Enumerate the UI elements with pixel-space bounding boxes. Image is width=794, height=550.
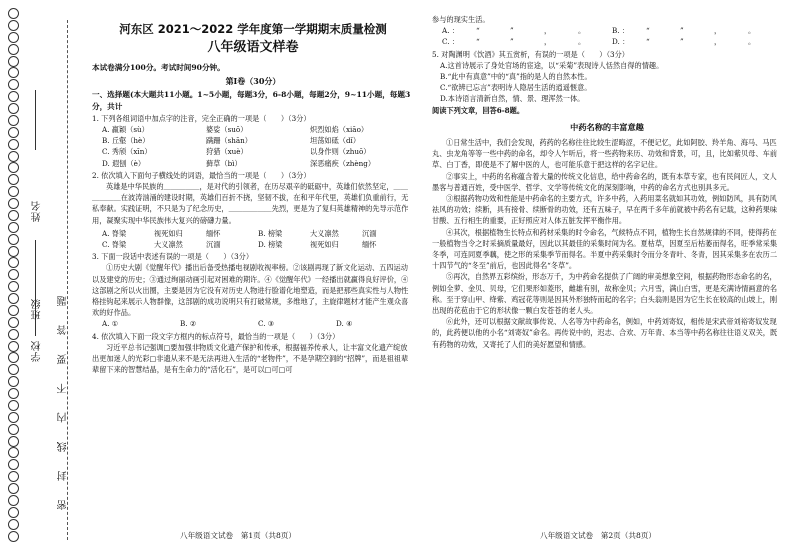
part-title: 第Ⅰ卷（30分） xyxy=(225,76,281,87)
page-2-column xyxy=(432,14,782,350)
question-1-option-a: A. 羸颖（sù） 婆娑（suō） 炽烈如焰（xiāo） xyxy=(102,125,369,135)
name-label: 姓名 xyxy=(32,200,43,222)
question-5-option-b: B.“此中有真意”中的“真”指的是人的自然本性。 xyxy=(440,72,592,82)
question-4-stem: 4. 依次填入下面一段文字方框内的标点符号，最恰当的一项是（ ）（3分） xyxy=(92,331,340,341)
class-label: 班级 xyxy=(32,298,43,320)
question-2-stem: 2. 依次填入下面句子横线处的词语，最恰当的一项是（ ）（3分） xyxy=(92,170,311,180)
question-2-passage: 英雄是中华民族的＿＿＿＿＿，是对代的引领者，在历尽艰辛的砥砺中，英雄们依然坚定，＿＿＿＿＿＿在波涛汹涌的建设时期，英雄们百折不挠，坚韧不拔，在和平年代里，英雄们负重前行，无私奉献。实践证明，不只是为了纪念历史，＿＿＿＿＿＿先烈，更是为了复归英雄精神的先导示范作用，凝聚实现中华民族伟大复兴的磅礴力量。 xyxy=(92,182,409,225)
exam-note: 本试卷满分100分。考试时间90分钟。 xyxy=(92,63,225,72)
binding-margin xyxy=(0,0,88,550)
question-3-stem: 3. 下面一段话中表述有误的一项是（ ）（3分） xyxy=(92,252,254,262)
reading-header: 阅读下列文章，回答6-8题。 xyxy=(432,105,525,115)
question-2-option-c: C. 脊梁 大义凛然 沉湎 D. 榜梁 视死如归 缅怀 xyxy=(102,240,377,250)
section-title: 一、选择题(本大题共11小题。1~5小题，每题3分，6-8小题，每题2分，9~11小题，每题3分，共计 xyxy=(92,90,411,111)
paper-title: 八年级语文样卷 xyxy=(207,40,299,55)
article-paragraph-4: ④其次，根据植物生长特点和药材采集的时令命名，气候特点不同，植物生长自然规律的不同，使得药在一般植物当令之时采摘质量最好，因此以其最佳的采集时间为名。夏枯草，因夏至后枯萎而得名，旺季常采集冬季，可连同夏季藕，使之形的采集季节而得名。半夏中药采集时令而分冬青叶、冬青，因其采集多在农历二十四节气的“冬至”前后，也因此得名“冬草”。 xyxy=(432,227,778,271)
article-paragraph-5: ⑤再次，自然界五彩缤纷，形态万千，为中药命名提供了广阔的审美想象空间，根据药物形态命名的名，例如全萝、金贝、贝母，它们果形如菱形，雌雄有别，故称金贝；六月雪，满山白雪，更是充满诗情画意的名称。至于穿山甲、绛紫、鸡冠花等则是因其外形独特而起的名字；白头翁则是因为它生长在较高的山坡上，刚出现的花苞由于它的形状像一颗白发苍苍的老人头。 xyxy=(432,272,778,316)
question-5-stem: 5. 对陶渊明《饮酒》其五赏析，有误的一项是（ ）（3分） xyxy=(432,49,629,59)
carry-over-text: 参与的现实生活。 xyxy=(432,15,490,24)
question-1-option-c: C. 秀颀（xīn） 狩猎（xuè） 以身作则（zhuō） xyxy=(102,147,371,157)
question-2-option-a: A. 脊梁 视死如归 缅怀 B. 榜梁 大义凛然 沉湎 xyxy=(102,228,377,238)
exam-title: 河东区 2021～2022 学年度第一学期期末质量检测 xyxy=(119,22,387,36)
question-3-passage: ①历史大剧《觉醒年代》播出后备受热播电视剧收视率榜。②该剧再现了新文化运动、五四运动以及建党的历史；③通过绚丽动画引起对困难的期许。④《觉醒年代》一经播出就赢得良好评价，④这部剧之所以火出圈，主要是因为它没有对历史人物进行脸谱化地塑造，而是把那些真实性与人物性格挂钩起来展示人物群像，这部剧的成功说明只有打破常规，多维地了，主旋律题材才能产生观众喜欢的好作品。 xyxy=(92,263,409,318)
question-3-options: A. ① B. ② C. ③ D. ④ xyxy=(102,319,353,329)
binding-circles xyxy=(6,8,20,542)
article-paragraph-2: ②事实上，中药的名称蕴含着大量的传统文化信息，给中药命名的，既有本草专家，也有民间匠人，文人墨客与普通百姓，受中医学、哲学、文学等传统文化的深刻影响，中药的命名方式也别具多元。 xyxy=(432,171,777,192)
page-1-footer: 八年级语文试卷 第1页（共8页） xyxy=(180,531,296,540)
article-paragraph-1: ①日常生活中，我们会发现，药药的名称往往比较生涩晦涩，不便记忆，此如阿胶、羚羊角、海马、马匹丸、虫龙角等等一些中药的命名，却令人乍听后，将一些药物来历、功效和背景，可，且，比如紫贝母、车前草、白丁香，即使是不了解中医的人，也可能乐意于把这样的名字记住。 xyxy=(432,138,778,170)
page-1-column xyxy=(92,14,414,375)
name-line xyxy=(35,90,36,150)
question-5-option-a: A.这首诗展示了身处官场的宦途，以“采菊”表现诗人恬然自得的情趣。 xyxy=(440,60,664,70)
page-2-footer: 八年级语文试卷 第2页（共8页） xyxy=(540,531,656,540)
school-line xyxy=(35,240,36,336)
school-label: 学校 xyxy=(32,340,43,362)
question-5-option-d: D.本诗语言清新自然，情、景、理浑然一体。 xyxy=(440,94,585,104)
question-4-option-c: C. ： “ ” ， 。 D. ： “ ” ， 。 xyxy=(442,37,756,47)
question-4-option-a: A. ： “ ” ， 。 B. ： “ ” ， 。 xyxy=(442,26,756,36)
seal-warning-text: 密 封 线 内 不 要 答 题 xyxy=(58,287,69,510)
question-1-option-d: D. 遐刨（è） 藓草（bì） 深恶痛疾（zhèng） xyxy=(102,158,376,168)
question-1-option-b: B. 丘壑（hè） 蹒跚（shān） 坦荡如砥（dǐ） xyxy=(102,136,361,146)
question-5-option-c: C.“欲辨已忘言”表明诗人隐居生活的逍遥惬意。 xyxy=(440,83,592,93)
article-paragraph-3: ③根据药物功效和性能是中药命名的主要方式，许多中药，入药用菜名就如其功效，例如防风，具有防风祛风的功效；续断，具有接骨、续断骨的功效，还有五味子，早在两千多年前就被中药名有记载，这种药果味甘酸、五行相生的重要，正好照应对人体五脏发挥平衡作用。 xyxy=(432,194,778,226)
article-paragraph-6: ⑥此外，还可以根据文献故事传说、人名等为中药命名，例如，中药刘寄奴，相传是宋武帝刘裕寄奴发现的，此药便以他的小名“刘寄奴”命名。再传说中的，迟志、合欢、万年青、本当等中药名称往往语义双关，既有药物的功效，又寄托了人们的美好愿望和情感。 xyxy=(432,317,778,349)
article-title: 中药名称的丰富意趣 xyxy=(570,121,644,132)
question-4-passage: 习近平总书记强调□要加强非物质文化遗产保护和传承，根据福养传承人，让丰富文化遗产绽放出更加迷人的光彩□非遗从来不是无法再进入生活的“老物件”，不是孕期空洞的“招牌”，而是祖祖辈辈留下来的智慧结晶，是有生命力的“活化石”，是可以□可□可 xyxy=(92,342,409,375)
question-1-stem: 1. 下列各组词语中加点字的注音，完全正确的一项是（ ）（3分） xyxy=(92,113,311,123)
